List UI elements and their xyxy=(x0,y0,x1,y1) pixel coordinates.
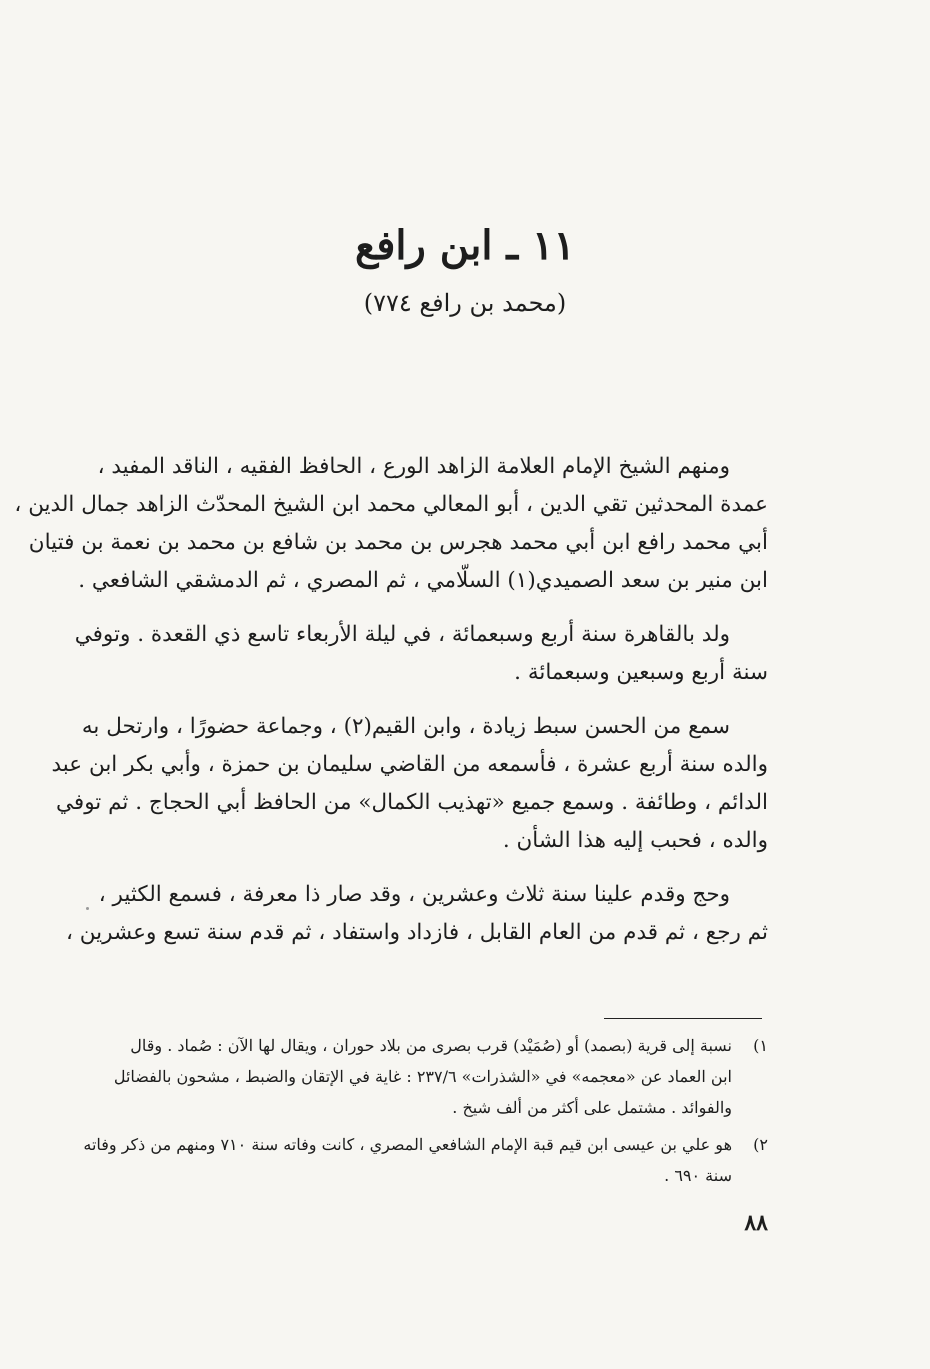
biography-title: ١١ ـ ابن رافع xyxy=(355,222,575,269)
paragraph-travels xyxy=(66,876,768,952)
footnotes xyxy=(83,1030,768,1197)
footnote-2 xyxy=(83,1129,768,1191)
footnote-1 xyxy=(106,1030,768,1123)
text-line: والده سنة أربع عشرة ، فأسمعه من القاضي سليمان بن حمزة ، وأبي بكر ابن عبد xyxy=(51,752,768,777)
paragraph-studies xyxy=(51,708,768,860)
text-line: سمع من الحسن سبط زيادة ، وابن القيم(٢) ، وجماعة حضورًا ، وارتحل به xyxy=(81,714,730,739)
text-line: والده ، فحبب إليه هذا الشأن . xyxy=(502,828,768,853)
footnote-number: ١) xyxy=(753,1036,768,1055)
paragraph-lineage xyxy=(14,448,768,600)
paper-speck xyxy=(86,907,89,910)
text-line: ثم رجع ، ثم قدم من العام القابل ، فازداد واستفاد ، ثم قدم سنة تسع وعشرين ، xyxy=(66,920,768,945)
footnote-line xyxy=(106,1030,768,1061)
text-line: ولد بالقاهرة سنة أربع وسبعمائة ، في ليلة الأربعاء تاسع ذي القعدة . وتوفي xyxy=(74,622,730,647)
text-line: ابن منير بن سعد الصميدي(١) السلّامي ، ثم المصري ، ثم الدمشقي الشافعي . xyxy=(78,568,768,593)
footnote-line: ابن العماد عن «معجمه» في «الشذرات» ٢٣٧/٦ : غاية في الإتقان والضبط ، مشحون بالفضائل xyxy=(113,1067,732,1086)
footnote-number: ٢) xyxy=(753,1135,768,1154)
footnote-line: والفوائد . مشتمل على أكثر من ألف شيخ . xyxy=(452,1098,732,1117)
paragraph-birth xyxy=(74,616,768,692)
main-text xyxy=(14,448,768,968)
text-line: عمدة المحدثين تقي الدين ، أبو المعالي محمد ابن الشيخ المحدّث الزاهد جمال الدين ، xyxy=(14,492,768,517)
text-line: سنة أربع وسبعين وسبعمائة . xyxy=(514,660,768,685)
biography-subtitle: (محمد بن رافع ٧٧٤) xyxy=(363,289,567,317)
footnote-text: نسبة إلى قرية (بصمد) أو (صُمَيْد) قرب بصرى من بلاد حوران ، ويقال لها الآن : صُماد . وقال xyxy=(130,1036,732,1055)
footnote-line: سنة ٦٩٠ . xyxy=(664,1166,732,1185)
text-line: ومنهم الشيخ الإمام العلامة الزاهد الورع ، الحافظ الفقيه ، الناقد المفيد ، xyxy=(97,454,730,479)
page-number: ٨٨ xyxy=(744,1210,768,1236)
text-line: وحج وقدم علينا سنة ثلاث وعشرين ، وقد صار ذا معرفة ، فسمع الكثير ، xyxy=(98,882,730,907)
footnote-line xyxy=(83,1129,768,1160)
text-line: أبي محمد رافع ابن أبي محمد هجرس بن محمد بن شافع بن محمد بن نعمة بن فتيان xyxy=(28,530,768,555)
text-line: الدائم ، وطائفة . وسمع جميع «تهذيب الكمال» من الحافظ أبي الحجاج . ثم توفي xyxy=(56,790,768,815)
footnote-separator xyxy=(604,1018,762,1019)
footnote-text: هو علي بن عيسى ابن قيم قبة الإمام الشافعي المصري ، كانت وفاته سنة ٧١٠ ومنهم من ذكر وفاته xyxy=(83,1135,732,1154)
